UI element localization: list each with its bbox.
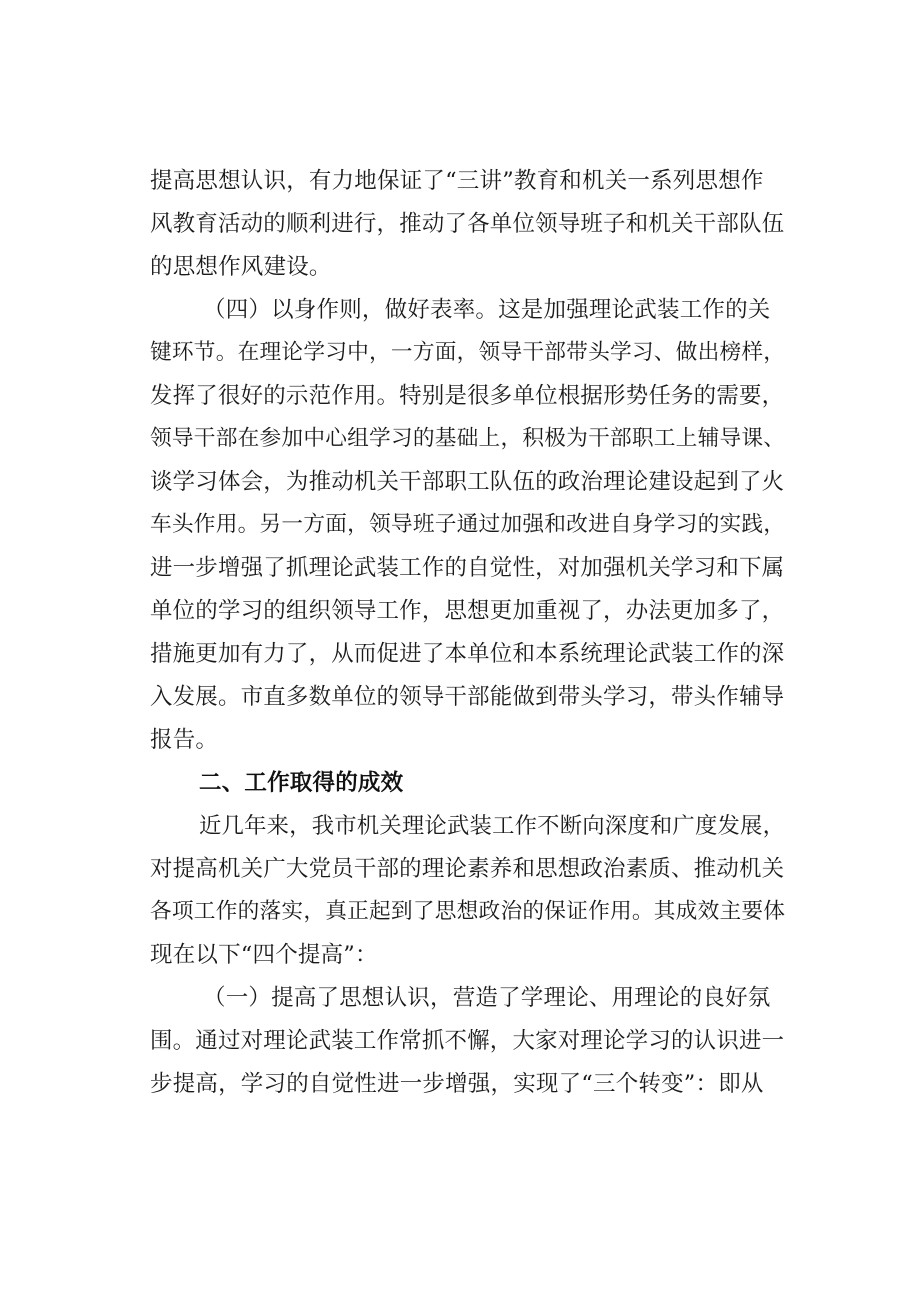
text-line: 车头作用。另一方面，领导班子通过加强和改进自身学习的实践， bbox=[150, 512, 786, 537]
text-line: 步提高，学习的自觉性进一步增强，实现了“三个转变”：即从 bbox=[150, 1071, 764, 1097]
text-line: （一）提高了思想认识，营造了学理论、用理论的良好氛 bbox=[203, 985, 771, 1011]
text-line: 各项工作的落实，真正起到了思想政治的保证作用。其成效主要体 bbox=[150, 899, 786, 924]
text-line: 提高思想认识，有力地保证了“三讲”教育和机关一系列思想作 bbox=[150, 168, 764, 194]
text-line: 围。通过对理论武装工作常抓不懈，大家对理论学习的认识进一 bbox=[150, 1028, 785, 1054]
text-line: 入发展。市直多数单位的领导干部能做到带头学习，带头作辅导 bbox=[150, 684, 785, 710]
text-line: 进一步增强了抓理论武装工作的自觉性，对加强机关学习和下属 bbox=[150, 555, 785, 581]
text-line: 措施更加有力了，从而促进了本单位和本系统理论武装工作的深 bbox=[150, 641, 785, 667]
text-line: 键环节。在理论学习中，一方面，领导干部带头学习、做出榜样， bbox=[150, 340, 786, 365]
text-line: 谈学习体会，为推动机关干部职工队伍的政治理论建设起到了火 bbox=[150, 469, 785, 495]
text-line: 发挥了很好的示范作用。特别是很多单位根据形势任务的需要， bbox=[150, 383, 785, 409]
text-line: 领导干部在参加中心组学习的基础上，积极为干部职工上辅导课、 bbox=[150, 426, 786, 451]
text-line: 现在以下“四个提高”： bbox=[150, 942, 378, 968]
text-line: （四）以身作则，做好表率。这是加强理论武装工作的关 bbox=[203, 297, 771, 323]
text-line: 对提高机关广大党员干部的理论素养和思想政治素质、推动机关 bbox=[150, 856, 785, 882]
section-heading: 二、工作取得的成效 bbox=[199, 770, 404, 796]
text-line: 风教育活动的顺利进行，推动了各单位领导班子和机关干部队伍 bbox=[150, 211, 785, 237]
text-line: 的思想作风建设。 bbox=[150, 254, 332, 280]
text-line: 报告。 bbox=[150, 727, 219, 753]
text-line: 近几年来，我市机关理论武装工作不断向深度和广度发展， bbox=[199, 813, 786, 839]
text-line: 单位的学习的组织领导工作，思想更加重视了，办法更加多了， bbox=[150, 598, 785, 624]
